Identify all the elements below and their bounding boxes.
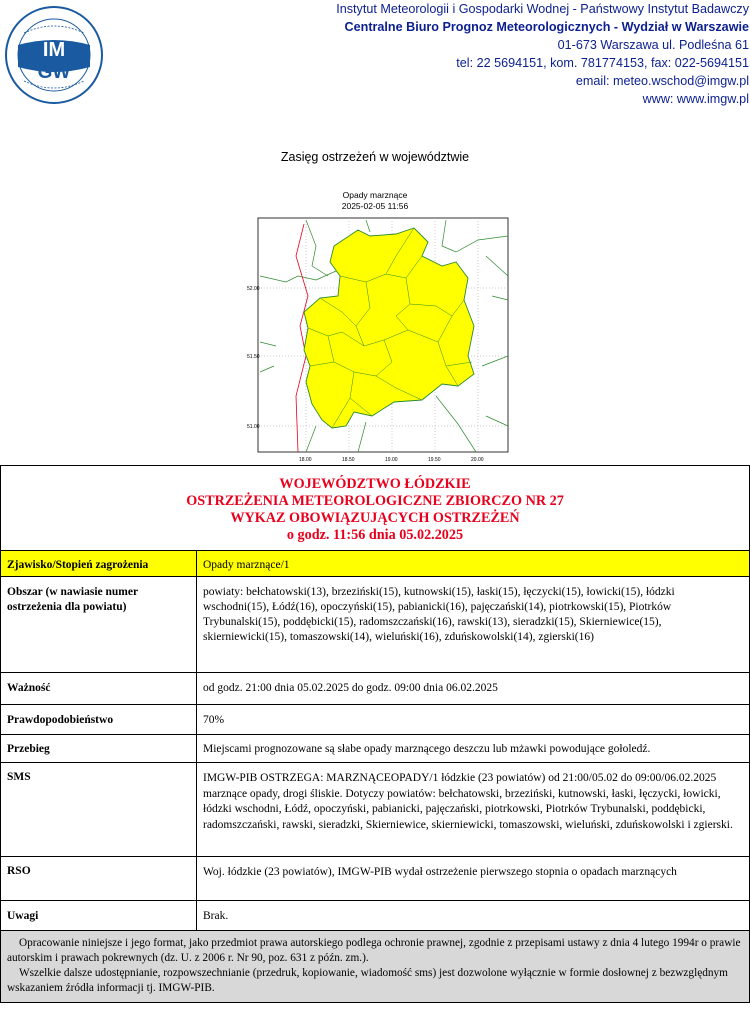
value-rso: Woj. łódzkie (23 powiatów), IMGW-PIB wydał ostrzeżenie pierwszego stopnia o opadach marznących bbox=[197, 857, 750, 901]
institution-info bbox=[336, 0, 749, 108]
office-name: Centralne Biuro Prognoz Meteorologicznych - Wydział w Warszawie bbox=[344, 20, 749, 34]
lat-label-1: 52.00 bbox=[247, 286, 260, 292]
phone: tel: 22 5694151, kom. 781774153, fax: 022-5694151 bbox=[456, 56, 749, 70]
copyright-paragraph-2: Wszelkie dalsze udostępnianie, rozpowszechnianie (przedruk, kopiowanie, wiadomość sms) jest dozwolone wyłącznie w formie dosłownej z bezwzględnym wskazaniem źródła informacji tj. IMGW-PIB. bbox=[7, 967, 728, 994]
value-validity: od godz. 21:00 dnia 05.02.2025 do godz. 09:00 dnia 06.02.2025 bbox=[197, 673, 750, 705]
copyright-paragraph-1: Opracowanie niniejsze i jego format, jako przedmiot prawa autorskiego podlega ochronie prawnej, zgodnie z przepisami ustawy z dnia 4 lutego 1994r o prawie autorskim i prawach pokrewnych (dz. U. z 2006 r. Nr 90, poz. 631 z późn. zm.). bbox=[7, 937, 741, 964]
label-sms: SMS bbox=[1, 763, 197, 857]
row-footer bbox=[1, 931, 750, 1003]
value-sms: IMGW-PIB OSTRZEGA: MARZNĄCEOPADY/1 łódzkie (23 powiatów) od 21:00/05.02 do 09:00/06.02.2025 marznące opady, drogi śliskie. Dotyczy powiatów: bełchatowski, brzeziński, kutnowski, łaski, łęczycki, łowicki, łódzki wschodni, Łódź, opoczyński, pabianicki, pajęczański, piotrkowski, Piotrków Trybunalski, poddębicki, radomszczański, rawski, sieradzki, Skierniewice, skierniewicki, tomaszowski, wieluński, zduńskowolski i zgierski. bbox=[197, 763, 750, 857]
value-course: Miejscami prognozowane są słabe opady marznącego deszczu lub mżawki powodujące gołoledź. bbox=[197, 735, 750, 763]
lon-label-2: 18.50 bbox=[342, 457, 355, 463]
address: 01-673 Warszawa ul. Podleśna 61 bbox=[557, 38, 749, 52]
lon-label-1: 18.00 bbox=[299, 457, 312, 463]
banner-subtitle: WYKAZ OBOWIĄZUJĄCYCH OSTRZEŻEŃ bbox=[230, 510, 520, 526]
logo-text-bottom: GW bbox=[37, 62, 71, 83]
value-area: powiaty: bełchatowski(13), brzeziński(15), kutnowski(15), łaski(15), łęczycki(15), łowicki(15), łódzki wschodni(15), Łódź(16), opoczyński(15), pabianicki(16), pajęczański(14), piotrkowski(15), Piotrków Trybunalski(15), poddębicki(15), radomszczański(16), rawski(13), sieradzki(15), Skierniewice(15), skierniewicki(15), tomaszowski(14), wieluński(16), zduńskowolski(14), zgierski(16) bbox=[197, 577, 750, 673]
map-phenomenon: Opady marznące bbox=[342, 190, 408, 200]
institution-name: Instytut Meteorologii i Gospodarki Wodnej - Państwowy Instytut Badawczy bbox=[336, 2, 749, 16]
label-course: Przebieg bbox=[1, 735, 197, 763]
row-course bbox=[1, 735, 750, 763]
label-probability: Prawdopodobieństwo bbox=[1, 705, 197, 735]
lat-label-2: 51.50 bbox=[247, 354, 260, 360]
label-validity: Ważność bbox=[1, 673, 197, 705]
lon-label-3: 19.00 bbox=[385, 457, 398, 463]
warnings-table bbox=[0, 465, 750, 1003]
map-timestamp: 2025-02-05 11:56 bbox=[341, 201, 409, 211]
copyright-notice bbox=[1, 931, 750, 1003]
map-title-block bbox=[0, 190, 750, 212]
website: www: www.imgw.pl bbox=[642, 92, 749, 106]
imgw-logo bbox=[4, 5, 104, 105]
lon-label-4: 19.50 bbox=[428, 457, 441, 463]
value-probability: 70% bbox=[197, 705, 750, 735]
label-notes: Uwagi bbox=[1, 901, 197, 931]
lat-label-3: 51.00 bbox=[247, 424, 260, 430]
banner-province: WOJEWÓDZTWO ŁÓDZKIE bbox=[279, 476, 471, 492]
map-heading: Zasięg ostrzeżeń w województwie bbox=[280, 150, 470, 164]
label-rso: RSO bbox=[1, 857, 197, 901]
row-rso bbox=[1, 857, 750, 901]
label-area: Obszar (w nawiasie numer ostrzeżenia dla powiatu) bbox=[1, 577, 197, 673]
row-sms bbox=[1, 763, 750, 857]
logo-text-top: IM bbox=[42, 39, 66, 61]
label-phenomenon: Zjawisko/Stopień zagrożenia bbox=[1, 551, 197, 577]
value-notes: Brak. bbox=[197, 901, 750, 931]
banner-time: o godz. 11:56 dnia 05.02.2025 bbox=[286, 527, 464, 543]
banner-row bbox=[1, 466, 750, 551]
row-notes bbox=[1, 901, 750, 931]
row-validity bbox=[1, 673, 750, 705]
value-phenomenon: Opady marznące/1 bbox=[197, 551, 750, 577]
warnings-banner bbox=[1, 466, 750, 551]
warning-map bbox=[246, 216, 512, 466]
lon-label-5: 20.00 bbox=[471, 457, 484, 463]
row-probability bbox=[1, 705, 750, 735]
row-phenomenon bbox=[1, 551, 750, 577]
banner-title: OSTRZEŻENIA METEOROLOGICZNE ZBIORCZO NR 27 bbox=[186, 493, 564, 509]
row-area bbox=[1, 577, 750, 673]
email: email: meteo.wschod@imgw.pl bbox=[575, 74, 749, 88]
